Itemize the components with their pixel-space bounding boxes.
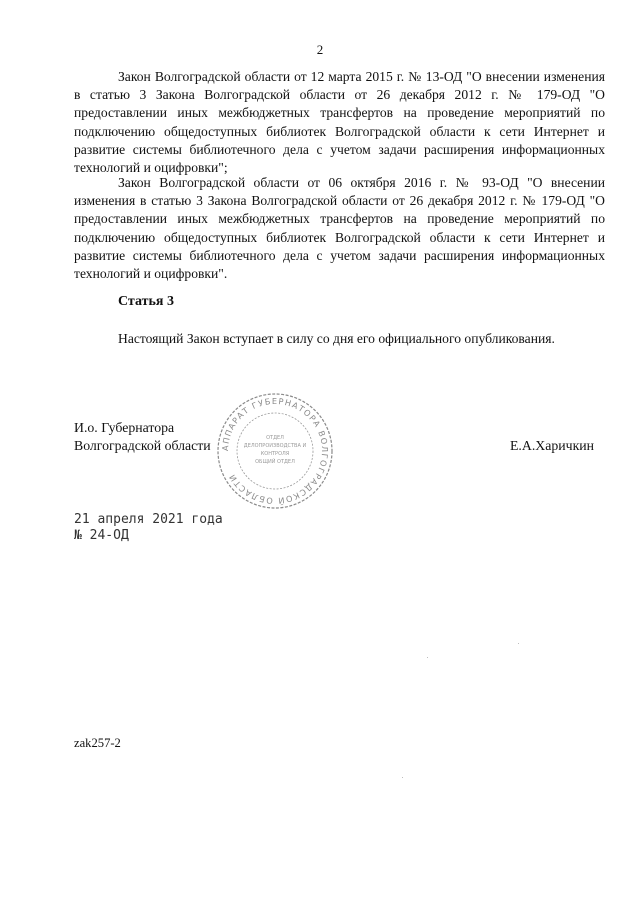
signatory-name: Е.А.Харичкин [510,438,595,453]
official-seal-stamp [216,392,334,510]
law-reference-item: Закон Волгоградской области от 06 октября 2016 г. № 93-ОД "О внесении изменения в статью 3 Закона Волгоградской области от 26 декабря 2012 г. № 179-ОД "О предоставлении иных межбюджетных трансфертов на проведение мероприятий по подключению общедоступных библиотек Волгоградской области к сети Интернет и развитие системы библиотечного дела с учетом задачи расширения информационных технологий и оцифровки". [74,175,605,282]
page-number: 2 [316,42,324,57]
registration-date: 21 апреля 2021 года [74,512,223,527]
stamp-center-line: КОНТРОЛЯ [260,451,290,457]
article-text: Настоящий Закон вступает в силу со дня его официального опубликования. [118,331,555,346]
registration-number: № 24-ОД [74,528,129,543]
law-reference-item: Закон Волгоградской области от 12 марта 2015 г. № 13-ОД "О внесении изменения в статью 3 Закона Волгоградской области от 26 декабря 2012 г. № 179-ОД "О предоставлении иных межбюджетных трансфертов на проведение мероприятий по подключению общедоступных библиотек Волгоградской области к сети Интернет и развитие системы библиотечного дела с учетом задачи расширения информационных технологий и оцифровки"; [74,69,605,176]
document-code: zak257-2 [74,736,121,750]
stamp-ring-text: АППАРАТ ГУБЕРНАТОРА ВОЛГОГРАДСКОЙ ОБЛАСТИ [219,395,331,507]
signatory-title-line1: И.о. Губернатора [74,420,175,435]
scan-speck [402,777,403,778]
stamp-center-line: ОБЩИЙ ОТДЕЛ [255,459,295,465]
scan-speck [427,657,428,658]
stamp-center-line: ДЕЛОПРОИЗВОДСТВА И [243,443,307,449]
stamp-center-line: ОТДЕЛ [266,435,284,441]
article-heading: Статья 3 [118,294,174,309]
scan-speck [518,643,519,644]
signatory-title-line2: Волгоградской области [74,438,211,453]
